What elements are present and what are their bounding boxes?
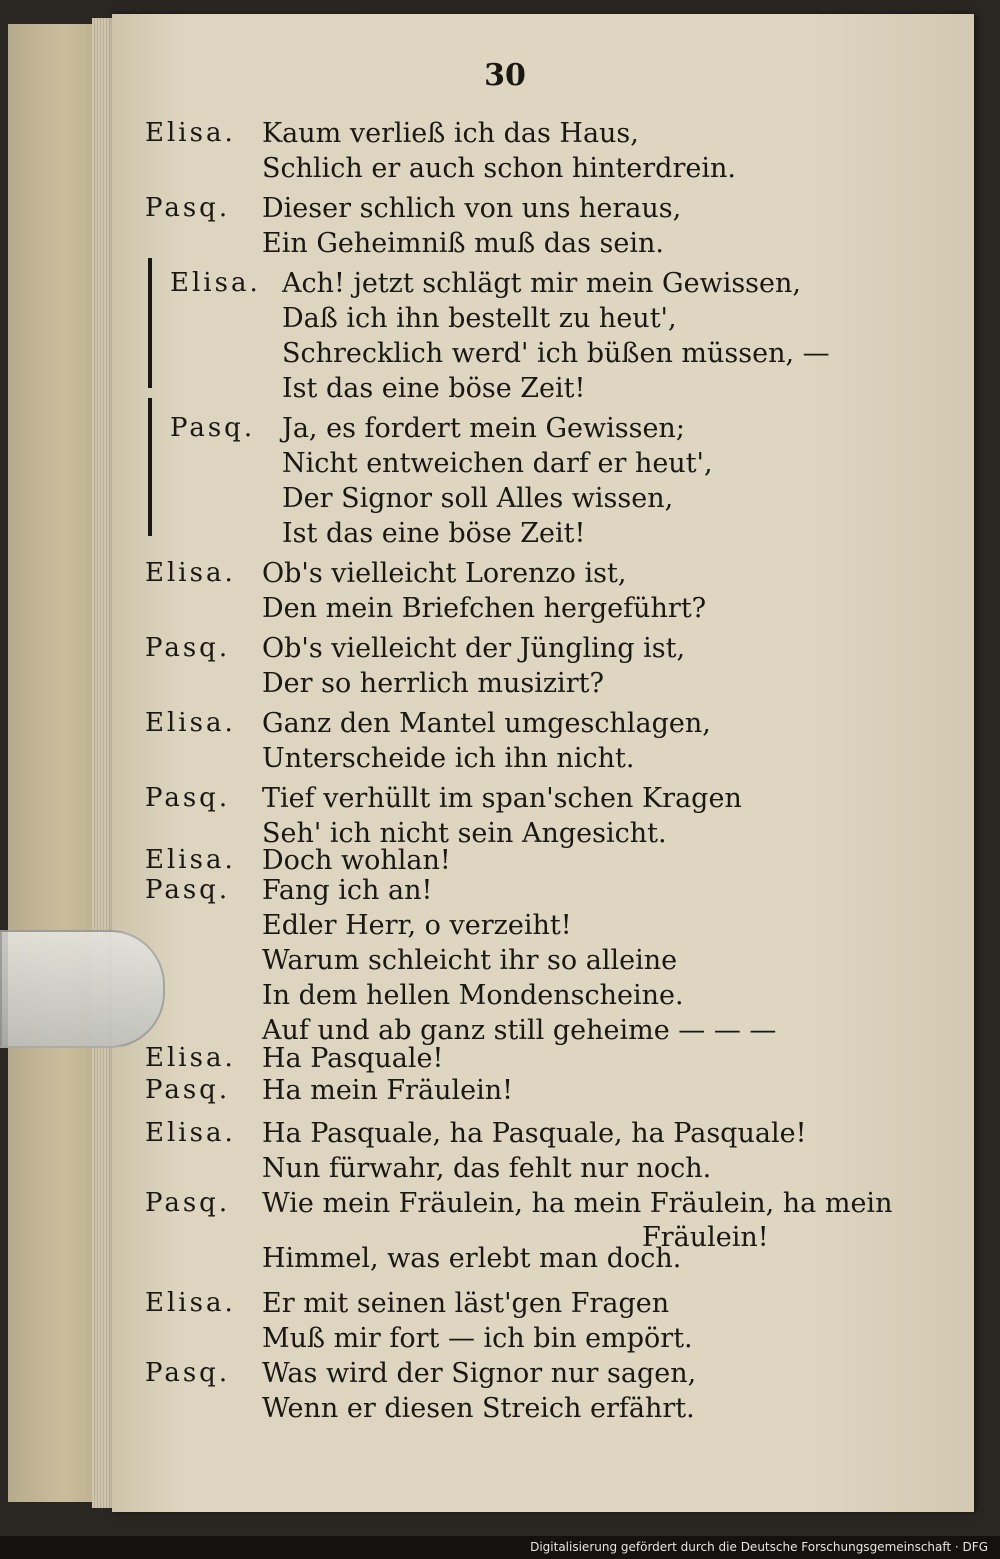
verse-line: Wenn er diesen Streich erfährt. (262, 1393, 695, 1424)
page-holder-clip (0, 930, 165, 1048)
verse-line: Warum schleicht ihr so alleine (262, 945, 678, 976)
speaker-label: Elisa. (145, 1043, 236, 1073)
speaker-label: Pasq. (145, 783, 231, 813)
verse-line: Ob's vielleicht Lorenzo ist, (262, 558, 627, 589)
verse-line: Ha Pasquale, ha Pasquale, ha Pasquale! (262, 1118, 807, 1149)
speaker-label: Pasq. (170, 413, 256, 443)
verse-line: Himmel, was erlebt man doch. (262, 1243, 682, 1274)
verse-line: Ein Geheimniß muß das sein. (262, 228, 664, 259)
verse-line: Tief verhüllt im span'schen Kragen (262, 783, 742, 814)
verse-line: Wie mein Fräulein, ha mein Fräulein, ha mein (262, 1188, 893, 1219)
verse-line: Ganz den Mantel umgeschlagen, (262, 708, 711, 739)
verse-line: Was wird der Signor nur sagen, (262, 1358, 697, 1389)
speaker-label: Elisa. (145, 118, 236, 148)
page-number: 30 (484, 58, 526, 93)
footer-bar (0, 1536, 1000, 1559)
verse-line: Fräulein! (642, 1222, 769, 1253)
speaker-label: Pasq. (145, 875, 231, 905)
verse-line: Kaum verließ ich das Haus, (262, 118, 639, 149)
verse-line: Daß ich ihn bestellt zu heut', (282, 303, 677, 334)
speaker-label: Pasq. (145, 1188, 231, 1218)
duet-brace-top (148, 258, 166, 388)
speaker-label: Pasq. (145, 1075, 231, 1105)
speaker-label: Elisa. (145, 1288, 236, 1318)
verse-line: Nun fürwahr, das fehlt nur noch. (262, 1153, 712, 1184)
speaker-label: Elisa. (145, 558, 236, 588)
verse-line: Ist das eine böse Zeit! (282, 518, 586, 549)
verse-line: Doch wohlan! (262, 845, 451, 876)
verse-line: Der so herrlich musizirt? (262, 668, 604, 699)
duet-brace-bottom (148, 398, 166, 536)
speaker-label: Elisa. (145, 1118, 236, 1148)
verse-line: Schrecklich werd' ich büßen müssen, — (282, 338, 830, 369)
verse-line: Der Signor soll Alles wissen, (282, 483, 674, 514)
speaker-label: Pasq. (145, 193, 231, 223)
footer-credit: Digitalisierung gefördert durch die Deutsche Forschungsgemeinschaft · DFG (530, 1540, 988, 1554)
speaker-label: Pasq. (145, 1358, 231, 1388)
verse-line: Ist das eine böse Zeit! (282, 373, 586, 404)
speaker-label: Pasq. (145, 633, 231, 663)
verse-line: Unterscheide ich ihn nicht. (262, 743, 635, 774)
verse-line: Ob's vielleicht der Jüngling ist, (262, 633, 686, 664)
verse-line: Den mein Briefchen hergeführt? (262, 593, 707, 624)
verse-line: Schlich er auch schon hinterdrein. (262, 153, 736, 184)
verse-line: Edler Herr, o verzeiht! (262, 910, 572, 941)
verse-line: Ja, es fordert mein Gewissen; (282, 413, 685, 444)
verse-line: Muß mir fort — ich bin empört. (262, 1323, 693, 1354)
speaker-label: Elisa. (170, 268, 261, 298)
verse-line: Dieser schlich von uns heraus, (262, 193, 682, 224)
speaker-label: Elisa. (145, 845, 236, 875)
verse-line: Ha mein Fräulein! (262, 1075, 514, 1106)
speaker-label: Elisa. (145, 708, 236, 738)
verse-line: Fang ich an! (262, 875, 433, 906)
verse-line: Seh' ich nicht sein Angesicht. (262, 818, 667, 849)
verse-line: Ach! jetzt schlägt mir mein Gewissen, (282, 268, 801, 299)
verse-line: Er mit seinen läst'gen Fragen (262, 1288, 670, 1319)
verse-line: In dem hellen Mondenscheine. (262, 980, 684, 1011)
verse-line: Nicht entweichen darf er heut', (282, 448, 713, 479)
verse-line: Auf und ab ganz still geheime — — — (262, 1015, 777, 1046)
book-cover-edge (8, 24, 100, 1502)
verse-line: Ha Pasquale! (262, 1043, 444, 1074)
